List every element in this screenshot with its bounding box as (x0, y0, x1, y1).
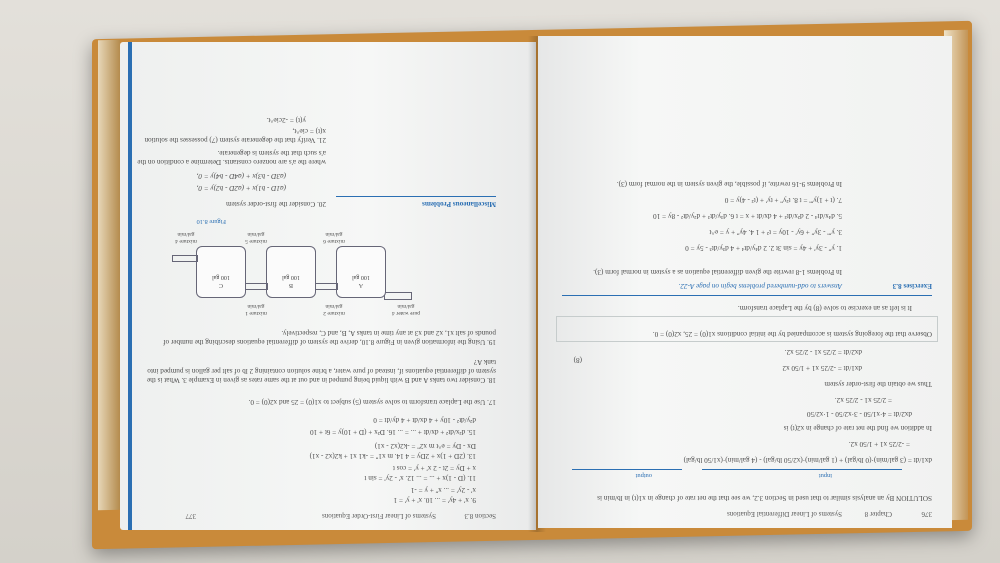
problem-line: 15. d²x/dt² + dx/dt + ... = ... 16. D²x + (D + 10)y = 6t + 10 (309, 428, 476, 436)
flow-label: mixture 2 gal/min (323, 303, 345, 316)
input-label: input (818, 472, 832, 479)
figure-8-10 (166, 216, 426, 316)
problem-21b: y(t) = -2cie^t. (266, 116, 306, 124)
tank-c: C 100 gal (196, 246, 246, 298)
problem-line: x + Dy = 2t - 2 x' + y' = cos t (392, 464, 476, 472)
header-title: Systems of Linear Differential Equations (727, 510, 842, 518)
problem-line: 13. (2D + 1)x + 2Dy = 4 14. m x1'' = -k1 x1 + k2(x2 - x1) (309, 452, 476, 460)
output-brace (572, 469, 682, 470)
right-page (538, 36, 952, 528)
instructions: In Problems 1-8 rewrite the given differential equation as a system in normal form (3). (593, 268, 842, 276)
left-page (120, 42, 536, 530)
header-section: Section 8.3 (464, 512, 496, 520)
problem-21: 21. Verify that the degenerate system (7) possesses the solution x(t) = cie^t, (144, 127, 326, 144)
problems-9-16-intro: In Problems 9-16 rewrite, if possible, the given system in the normal form (3). (616, 180, 842, 188)
problem-line: 9. x' + 4y' = ... 10. x' + y' = 1 (393, 496, 476, 504)
eq-dx2: dx2/dt = 4·x1/50 - 3·x2/50 - 1·x2/50 (806, 410, 912, 418)
in-addition: In addition we find the net rate of change in x2(t) is (783, 424, 932, 432)
problem-line: Dx - Dy = e^t m x2'' = -k2(x2 - x1) (374, 442, 476, 450)
header-chapter: Chapter 8 (864, 510, 892, 518)
problem-17: 17. Use the Laplace transform to solve system (5) subject to x1(0) = 25 and x2(0) = 0. (248, 398, 496, 406)
right-page-content (538, 36, 952, 528)
inflow-pipe (384, 292, 412, 300)
exercise-row: 7. (t + 1)y''' = t 8. t²y'' + ty' + (t² - 4)y = 0 (724, 196, 842, 204)
problem-18: 18. Consider two tanks A and B with liquid being pumped in and out at the same rates as given in Example 3. What is the system of differential equations if, instead of pure water, a brine solution containing 2 lb of salt per gallon is pumped into tank A? (146, 358, 496, 384)
solution-intro: SOLUTION By an analysis similar to that used in Section 3.2, we see that the net rate of change in x1(t) in lb/min is (597, 494, 932, 502)
exercise-row: 3. y''' - 3y'' + 6y' - 10y = t² + 1 4. 4y'' + y = e^t (709, 228, 842, 236)
eq-dx1b: = -2/25 x1 + 1/50 x2. (848, 440, 910, 448)
open-book (110, 36, 960, 536)
header-title: Systems of Linear First-Order Equations (322, 512, 436, 520)
left-exercise: It is left as an exercise to solve (8) by the Laplace transform. (737, 304, 912, 312)
eq-dx1: dx1/dt = (3 gal/min)·(0 lb/gal) + (1 gal/min)·(x2/50 lb/gal) - (4 gal/min)·(x1/50 lb/gal) (683, 456, 932, 464)
problem-20-text: where the a's are nonzero constants. Determine a condition on the a's such that the system is degenerate. (137, 149, 326, 166)
tank-a: A 100 gal (336, 246, 386, 298)
flow-label: mixture 4 gal/min (175, 231, 197, 244)
output-label: output (635, 472, 652, 479)
exercise-row: 5. d⁴x/dt⁴ - 2 d²x/dt² + 4 dx/dt + x = t 6. d³y/dt³ + d²y/dt² - 8y = 10 (653, 212, 842, 220)
page-number: 377 (185, 512, 196, 520)
flow-label: mixture 6 gal/min (323, 231, 345, 244)
flow-label: mixture 5 gal/min (245, 231, 267, 244)
observe-text: Observe that the foregoing system is accompanied by the initial conditions x1(0) = 25, x2(0) = 0. (652, 330, 932, 338)
answers-note: Answers to odd-numbered problems begin on page A-22. (678, 282, 842, 290)
problem-line: 11. (D - 1)x + ... = ... 12. x' - 2y' = sin t (364, 474, 476, 482)
figure-caption: Figure 8.10 (196, 218, 226, 225)
problem-20-eq2: (a3D - b3)x + (a4D - b4)y = 0, (196, 172, 286, 180)
pipe-ab (314, 283, 338, 290)
misc-rule (336, 196, 496, 197)
eq-dx2b: = 2/25 x1 - 2/25 x2. (834, 396, 892, 404)
system-number: (8) (573, 356, 582, 364)
system-eq2: dx2/dt = 2/25 x1 - 2/25 x2. (784, 348, 862, 356)
problem-20: 20. Consider the first-order system (225, 200, 326, 208)
problem-line: x' - 2y' = ... x'' + y = -1 (410, 486, 476, 494)
exercise-row: 1. y'' - 3y' + 4y = sin 3t 2. 2 d⁴y/dt⁴ + 4 d³y/dt³ - 5y = 0 (685, 244, 842, 252)
flow-label: pure water 4 gal/min (392, 303, 420, 316)
left-page-content (120, 42, 536, 530)
pipe-bc (244, 283, 268, 290)
page-number: 376 (921, 510, 932, 518)
exercises-rule (562, 295, 932, 296)
problem-line: d²y/dt² - 10y + 4 dx/dt + 4 dy/dt = 0 (373, 416, 476, 424)
system-eq1: dx1/dt = -2/25 x1 + 1/50 x2 (782, 364, 862, 372)
thus-obtain: Thus we obtain the first-order system (824, 380, 932, 388)
exercises-heading: Exercises 8.3 (892, 282, 932, 290)
outflow-pipe (172, 255, 198, 262)
input-brace (702, 469, 902, 470)
misc-heading: Miscellaneous Problems (422, 200, 496, 208)
flow-label: mixture 1 gal/min (245, 303, 267, 316)
note-box (556, 316, 938, 342)
problem-20-eq1: (a1D - b1)x + (a2D - b2)y = 0, (196, 184, 286, 192)
problem-19: 19. Using the information given in Figure 8.10, derive the system of differential equations describing the number of pounds of salt x1, x2 and x3 at any time in tanks A, B, and C, respectively. (163, 329, 496, 346)
tank-b: B 100 gal (266, 246, 316, 298)
